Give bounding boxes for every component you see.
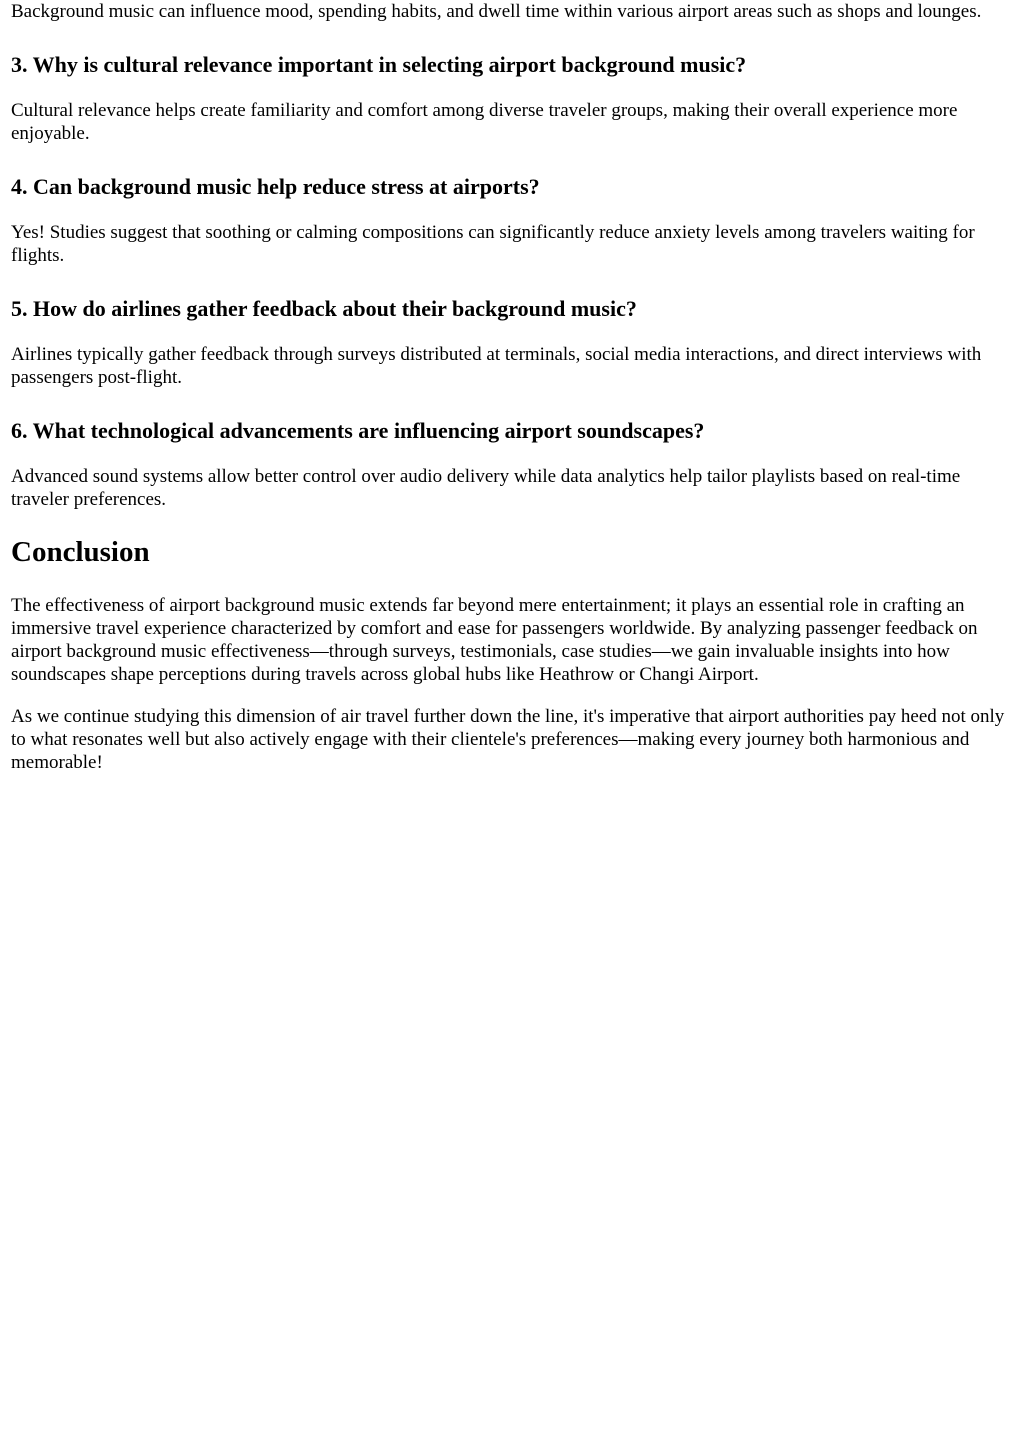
faq-answer-4: Yes! Studies suggest that soothing or calming compositions can significantly reduce anxiety levels among travelers waiting for flights. (11, 222, 975, 266)
faq-answer-3: Cultural relevance helps create familiarity and comfort among diverse traveler groups, making their overall experience more enjoyable. (11, 100, 958, 144)
conclusion-paragraph-1: The effectiveness of airport background music extends far beyond mere entertainment; it plays an essential role in crafting an immersive travel experience characterized by comfort and ease for passengers worldwide. By analyzing passenger feedback on airport background music effectiveness—through surveys, testimonials, case studies—we gain invaluable insights into how soundscapes shape perceptions during travels across global hubs like Heathrow or Changi Airport. (11, 595, 978, 685)
faq-question-6: 6. What technological advancements are influencing airport soundscapes? (11, 418, 705, 443)
faq-answer-6: Advanced sound systems allow better control over audio delivery while data analytics help tailor playlists based on real-time traveler preferences. (11, 466, 961, 510)
faq-answer-5: Airlines typically gather feedback through surveys distributed at terminals, social media interactions, and direct interviews with passengers post-flight. (11, 344, 982, 388)
faq-question-4: 4. Can background music help reduce stress at airports? (11, 174, 540, 199)
faq-question-5: 5. How do airlines gather feedback about their background music? (11, 296, 637, 321)
faq-question-3: 3. Why is cultural relevance important in selecting airport background music? (11, 52, 747, 77)
intro-paragraph: Background music can influence mood, spending habits, and dwell time within various airport areas such as shops and lounges. (11, 1, 982, 22)
conclusion-paragraph-2: As we continue studying this dimension of air travel further down the line, it's imperative that airport authorities pay heed not only to what resonates well but also actively engage with their clientele's preferences—making every journey both harmonious and memorable! (11, 706, 1005, 773)
conclusion-heading: Conclusion (11, 536, 150, 568)
